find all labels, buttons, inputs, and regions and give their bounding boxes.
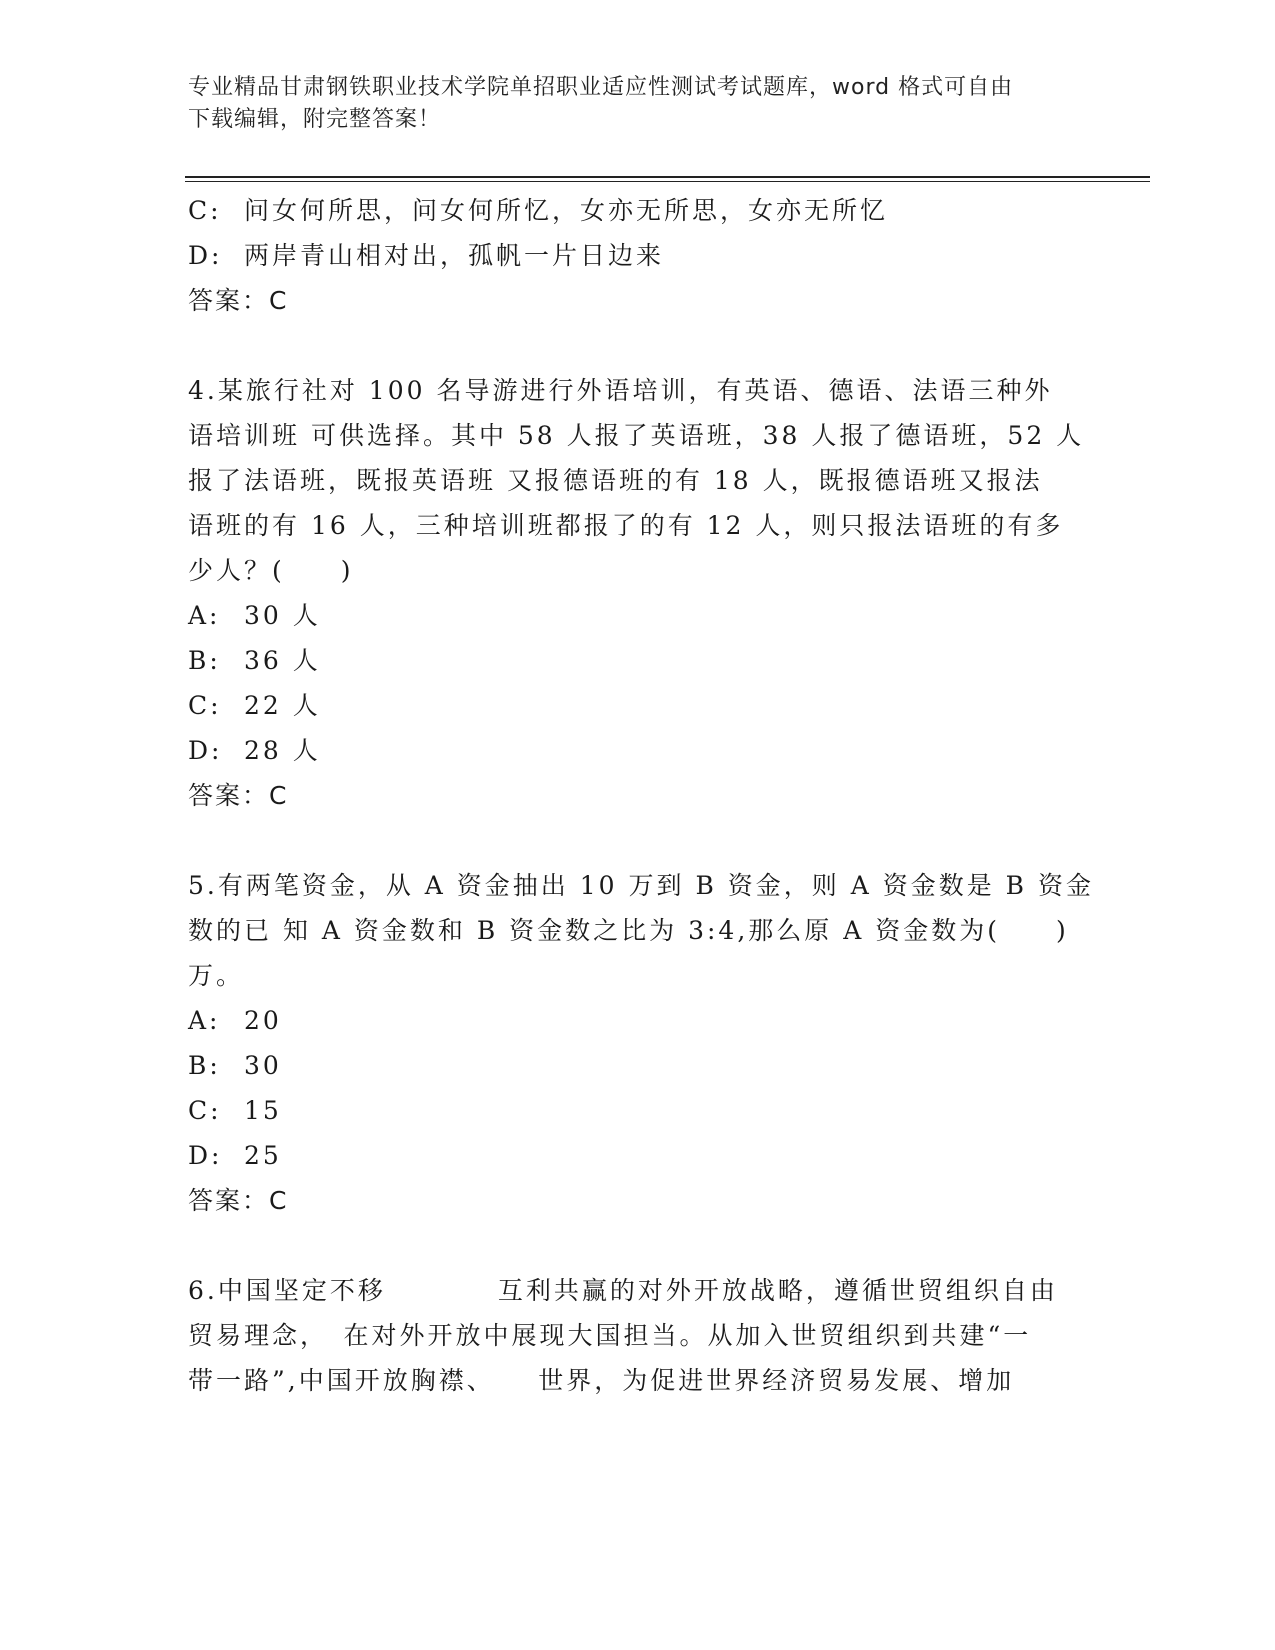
option-text: 28 人: [244, 736, 321, 765]
option-row: [188, 188, 1088, 233]
option-row: [188, 1043, 1088, 1088]
option-key: B:: [188, 646, 221, 675]
question-text-line: 5.有两笔资金，从 A 资金抽出 10 万到 B 资金，则 A 资金数是 B 资金: [188, 871, 1094, 900]
question-text-line: 报了法语班，既报英语班 又报德语班的有 18 人，既报德语班又报法: [188, 466, 1043, 495]
option-text: 22 人: [244, 691, 321, 720]
option-row: [188, 998, 1088, 1043]
header-rule-thick: [185, 176, 1150, 178]
answer-line: 答案：C: [188, 781, 289, 810]
option-text: 15: [244, 1096, 282, 1125]
option-text: 30 人: [244, 601, 321, 630]
spacer: [188, 323, 1088, 368]
option-row: [188, 593, 1088, 638]
page-header: [188, 72, 1068, 136]
option-key: B:: [188, 1051, 221, 1080]
option-row: [188, 233, 1088, 278]
question-text-line: 语培训班 可供选择。其中 58 人报了英语班，38 人报了德语班，52 人: [188, 421, 1085, 450]
answer-line: 答案：C: [188, 286, 289, 315]
option-row: [188, 1133, 1088, 1178]
question-text-line: 带一路”,中国开放胸襟、 世界，为促进世界经济贸易发展、增加: [188, 1366, 1015, 1395]
header-rule-thin: [185, 181, 1150, 182]
answer-line: 答案：C: [188, 1186, 289, 1215]
option-text: 25: [244, 1141, 282, 1170]
option-row: [188, 638, 1088, 683]
question-text-line: 6.中国坚定不移 互利共赢的对外开放战略，遵循世贸组织自由: [188, 1276, 1058, 1305]
option-text: 30: [244, 1051, 282, 1080]
question-text-line: 语班的有 16 人，三种培训班都报了的有 12 人，则只报法语班的有多: [188, 511, 1064, 540]
option-key: C:: [188, 1096, 222, 1125]
header-line-1: 专业精品甘肃钢铁职业技术学院单招职业适应性测试考试题库，word 格式可自由: [188, 75, 1014, 100]
header-line-2: 下载编辑，附完整答案！: [188, 107, 442, 132]
option-key: D:: [188, 736, 223, 765]
option-key: A:: [188, 601, 221, 630]
question-text-line: 贸易理念， 在对外开放中展现大国担当。从加入世贸组织到共建“一: [188, 1321, 1032, 1350]
question-text-line: 4.某旅行社对 100 名导游进行外语培训，有英语、德语、法语三种外: [188, 376, 1053, 405]
option-key: D:: [188, 1141, 223, 1170]
option-text: 20: [244, 1006, 282, 1035]
question-text-line: 数的已 知 A 资金数和 B 资金数之比为 3:4,那么原 A 资金数为( ): [188, 916, 1069, 945]
option-key: C:: [188, 691, 222, 720]
document-body: [188, 188, 1094, 1403]
spacer: [188, 1223, 1088, 1268]
option-row: [188, 1088, 1088, 1133]
option-text: 问女何所思，问女何所忆，女亦无所思，女亦无所忆: [244, 196, 889, 225]
option-key: D:: [188, 241, 223, 270]
spacer: [188, 818, 1088, 863]
option-text: 36 人: [244, 646, 321, 675]
option-text: 两岸青山相对出，孤帆一片日边来: [244, 241, 665, 270]
option-key: C:: [188, 196, 222, 225]
option-key: A:: [188, 1006, 221, 1035]
option-row: [188, 728, 1088, 773]
question-text-line: 万。: [188, 961, 245, 990]
question-text-line: 少人？( ): [188, 556, 354, 585]
option-row: [188, 683, 1088, 728]
